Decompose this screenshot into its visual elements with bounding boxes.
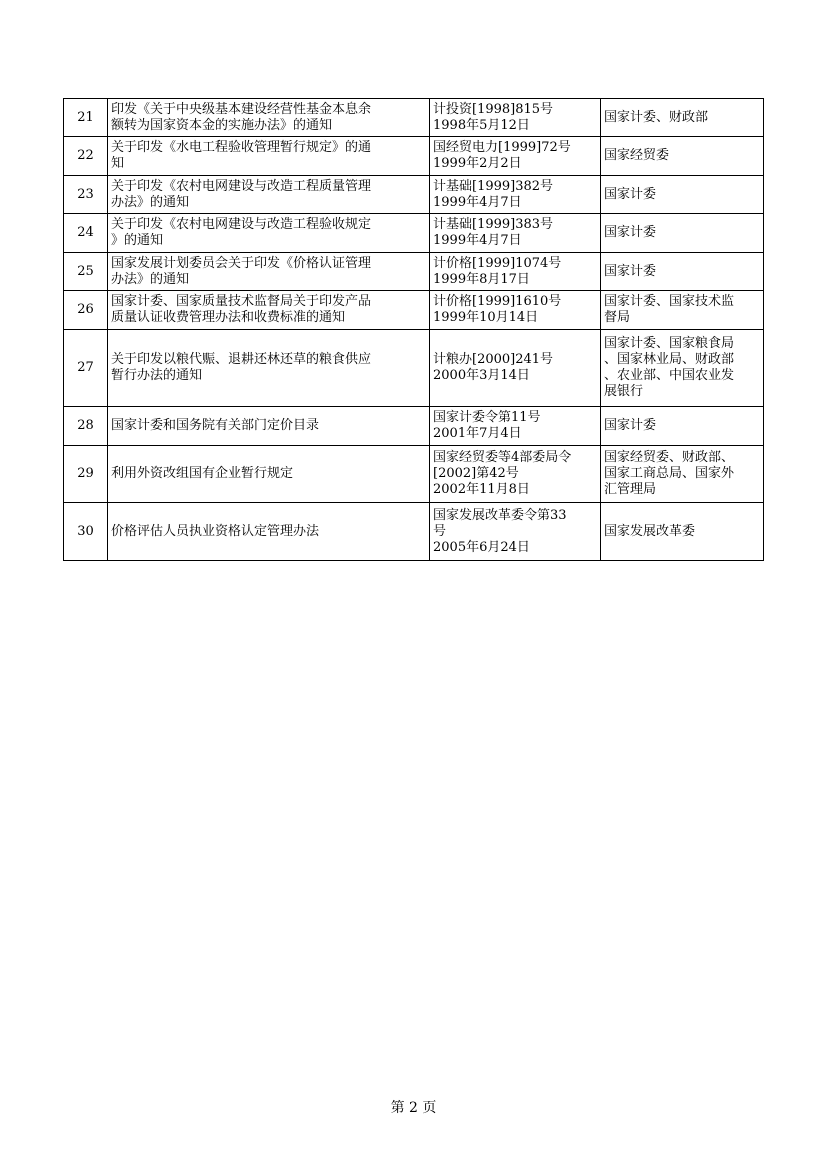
document-title: 关于印发《农村电网建设与改造工程质量管理 办法》的通知 <box>108 176 430 214</box>
issuing-department: 国家计委、财政部 <box>601 99 764 137</box>
regulation-table <box>63 98 764 561</box>
row-number: 21 <box>64 99 108 137</box>
table-row <box>64 176 764 214</box>
document-title: 关于印发《农村电网建设与改造工程验收规定 》的通知 <box>108 214 430 253</box>
document-number-date: 计基础[1999]383号 1999年4月7日 <box>430 214 601 253</box>
document-title: 国家发展计划委员会关于印发《价格认证管理 办法》的通知 <box>108 253 430 291</box>
row-number: 28 <box>64 407 108 446</box>
issuing-department: 国家经贸委 <box>601 137 764 176</box>
table-row <box>64 137 764 176</box>
table-row <box>64 503 764 561</box>
document-number-date: 计价格[1999]1610号 1999年10月14日 <box>430 291 601 330</box>
issuing-department: 国家计委 <box>601 253 764 291</box>
document-number-date: 国家计委令第11号 2001年7月4日 <box>430 407 601 446</box>
document-title: 国家计委、国家质量技术监督局关于印发产品 质量认证收费管理办法和收费标准的通知 <box>108 291 430 330</box>
issuing-department: 国家发展改革委 <box>601 503 764 561</box>
row-number: 29 <box>64 446 108 503</box>
table-row <box>64 99 764 137</box>
issuing-department: 国家计委 <box>601 176 764 214</box>
document-number-date: 国家发展改革委令第33 号 2005年6月24日 <box>430 503 601 561</box>
row-number: 30 <box>64 503 108 561</box>
row-number: 27 <box>64 330 108 407</box>
table-row <box>64 330 764 407</box>
issuing-department: 国家计委、国家技术监 督局 <box>601 291 764 330</box>
table-row <box>64 291 764 330</box>
row-number: 26 <box>64 291 108 330</box>
table-row <box>64 214 764 253</box>
document-number-date: 计粮办[2000]241号 2000年3月14日 <box>430 330 601 407</box>
document-title: 国家计委和国务院有关部门定价目录 <box>108 407 430 446</box>
page-number: 第 2 页 <box>390 1100 437 1116</box>
document-number-date: 国经贸电力[1999]72号 1999年2月2日 <box>430 137 601 176</box>
row-number: 25 <box>64 253 108 291</box>
document-title: 印发《关于中央级基本建设经营性基金本息余 额转为国家资本金的实施办法》的通知 <box>108 99 430 137</box>
document-title: 利用外资改组国有企业暂行规定 <box>108 446 430 503</box>
issuing-department: 国家计委、国家粮食局 、国家林业局、财政部 、农业部、中国农业发 展银行 <box>601 330 764 407</box>
document-number-date: 计价格[1999]1074号 1999年8月17日 <box>430 253 601 291</box>
document-number-date: 国家经贸委等4部委局令 [2002]第42号 2002年11月8日 <box>430 446 601 503</box>
row-number: 22 <box>64 137 108 176</box>
row-number: 24 <box>64 214 108 253</box>
document-number-date: 计投资[1998]815号 1998年5月12日 <box>430 99 601 137</box>
document-title: 价格评估人员执业资格认定管理办法 <box>108 503 430 561</box>
document-title: 关于印发以粮代赈、退耕还林还草的粮食供应 暂行办法的通知 <box>108 330 430 407</box>
issuing-department: 国家经贸委、财政部、 国家工商总局、国家外 汇管理局 <box>601 446 764 503</box>
table-row <box>64 407 764 446</box>
document-number-date: 计基础[1999]382号 1999年4月7日 <box>430 176 601 214</box>
table-row <box>64 253 764 291</box>
issuing-department: 国家计委 <box>601 214 764 253</box>
document-title: 关于印发《水电工程验收管理暂行规定》的通 知 <box>108 137 430 176</box>
issuing-department: 国家计委 <box>601 407 764 446</box>
row-number: 23 <box>64 176 108 214</box>
table-row <box>64 446 764 503</box>
